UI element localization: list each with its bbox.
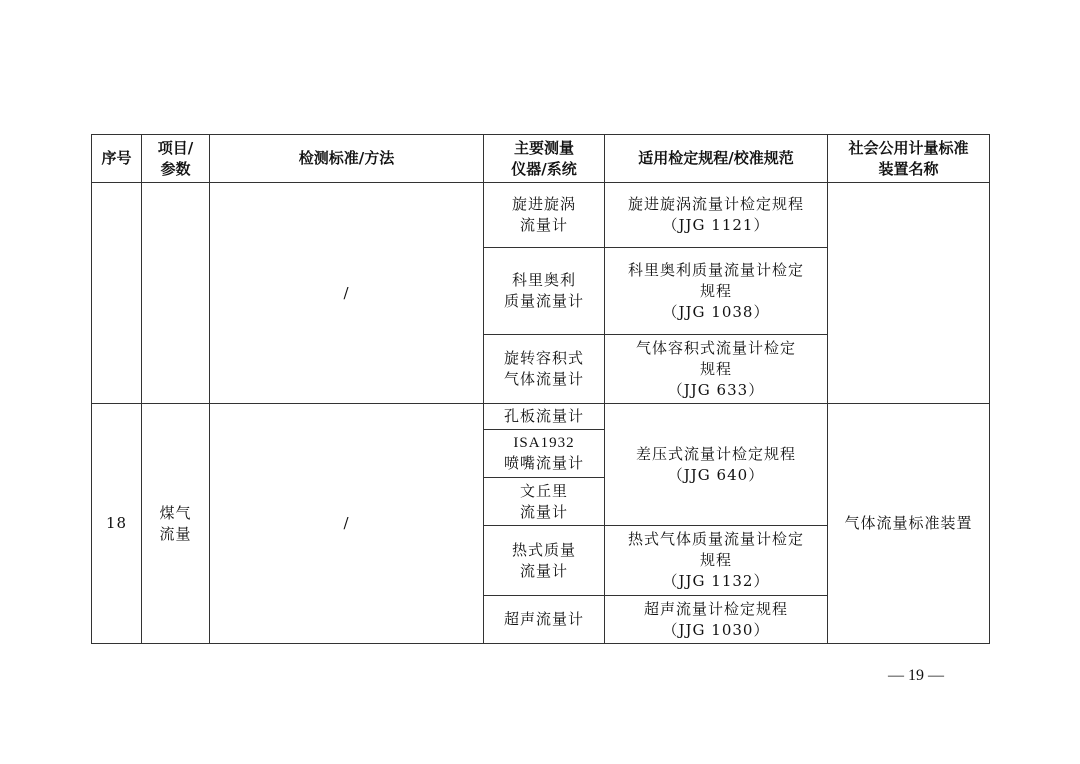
instrument-cell: 旋进旋涡 流量计 <box>484 183 605 248</box>
regulation-cell: 气体容积式流量计检定 规程 （JJG 633） <box>605 335 828 404</box>
header-standard-device: 社会公用计量标准 装置名称 <box>828 135 990 183</box>
regulation-cell: 旋进旋涡流量计检定规程 （JJG 1121） <box>605 183 828 248</box>
instrument-cell: 旋转容积式 气体流量计 <box>484 335 605 404</box>
header-index: 序号 <box>92 135 142 183</box>
header-row <box>92 135 990 183</box>
page-number: — 19 — <box>888 667 944 684</box>
index-cell-empty <box>92 183 142 404</box>
instrument-cell: 科里奥利 质量流量计 <box>484 248 605 335</box>
index-cell: 18 <box>92 404 142 644</box>
regulation-cell: 科里奥利质量流量计检定 规程 （JJG 1038） <box>605 248 828 335</box>
table-row <box>92 183 990 248</box>
header-regulation: 适用检定规程/校准规范 <box>605 135 828 183</box>
instrument-cell: 热式质量 流量计 <box>484 526 605 596</box>
regulation-cell-shared: 差压式流量计检定规程 （JJG 640） <box>605 404 828 526</box>
header-instrument: 主要测量 仪器/系统 <box>484 135 605 183</box>
method-cell: / <box>210 404 484 644</box>
item-cell-empty <box>142 183 210 404</box>
instrument-cell: 超声流量计 <box>484 596 605 644</box>
method-cell: / <box>210 183 484 404</box>
regulation-table <box>91 134 990 644</box>
regulation-cell: 热式气体质量流量计检定 规程 （JJG 1132） <box>605 526 828 596</box>
regulation-cell: 超声流量计检定规程 （JJG 1030） <box>605 596 828 644</box>
header-item: 项目/ 参数 <box>142 135 210 183</box>
item-cell: 煤气 流量 <box>142 404 210 644</box>
standard-device-cell-empty <box>828 183 990 404</box>
table-row <box>92 404 990 430</box>
instrument-cell: 文丘里 流量计 <box>484 478 605 526</box>
standard-device-cell: 气体流量标准装置 <box>828 404 990 644</box>
header-method: 检测标准/方法 <box>210 135 484 183</box>
instrument-cell: 孔板流量计 <box>484 404 605 430</box>
instrument-cell: ISA1932 喷嘴流量计 <box>484 430 605 478</box>
